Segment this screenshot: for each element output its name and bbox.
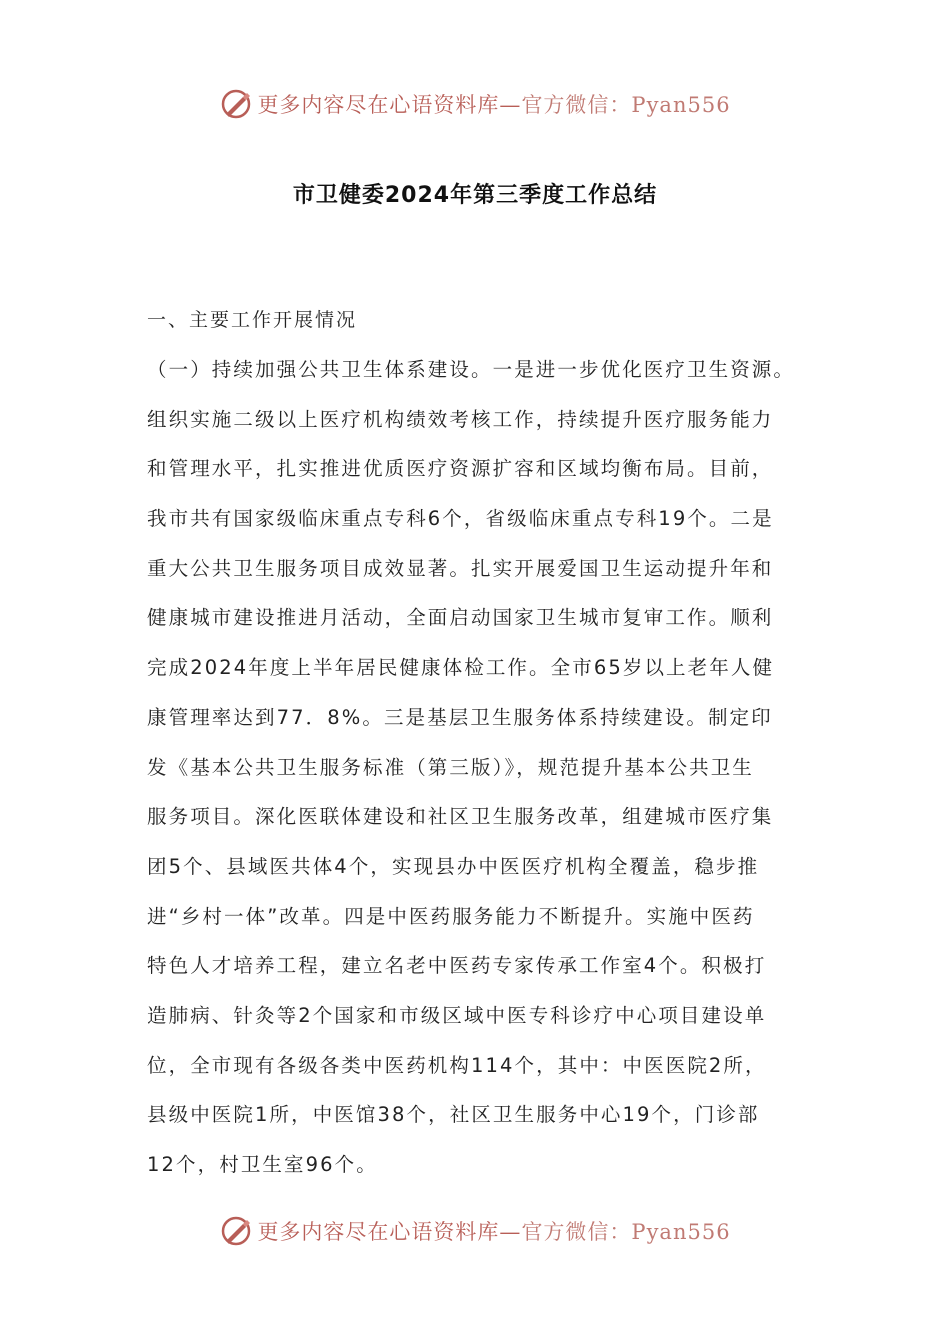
banner-text: 更多内容尽在心语资料库—官方微信：Pyan556 (257, 1220, 731, 1244)
paragraph-line: 特色人才培养工程，建立名老中医药专家传承工作室4个。积极打 (147, 954, 767, 978)
paragraph-line: 进“乡村一体”改革。四是中医药服务能力不断提升。实施中医药 (147, 904, 755, 928)
header-banner (0, 84, 950, 124)
paragraph-line: 完成2024年度上半年居民健康体检工作。全市65岁以上老年人健 (147, 656, 775, 680)
body-paragraph (147, 345, 847, 1190)
banner-wechat: 官方微信：Pyan556 (521, 1220, 731, 1244)
section-heading: 一、主要工作开展情况 (147, 309, 358, 331)
paragraph-line: 我市共有国家级临床重点专科6个，省级临床重点专科19个。二是 (147, 507, 774, 531)
footer-banner (0, 1211, 950, 1251)
banner-wechat: 官方微信：Pyan556 (521, 93, 731, 117)
page-title: 市卫健委2024年第三季度工作总结 (292, 183, 658, 208)
paragraph-line: 服务项目。深化医联体建设和社区卫生服务改革，组建城市医疗集 (147, 805, 774, 829)
paragraph-line: 位，全市现有各级各类中医药机构114个，其中：中医医院2所， (147, 1053, 767, 1077)
paragraph-line: 组织实施二级以上医疗机构绩效考核工作，持续提升医疗服务能力 (147, 407, 774, 431)
pen-logo-icon (219, 1214, 253, 1248)
paragraph-line: 造肺病、针灸等2个国家和市级区域中医专科诊疗中心项目建设单 (147, 1003, 767, 1027)
paragraph-line: 县级中医院1所，中医馆38个，社区卫生服务中心19个，门诊部 (147, 1103, 760, 1127)
pen-logo-icon (219, 87, 253, 121)
paragraph-line: 12个，村卫生室96个。 (147, 1153, 378, 1176)
paragraph-line: 康管理率达到77．8%。三是基层卫生服务体系持续建设。制定印 (147, 705, 773, 729)
paragraph-line: 健康城市建设推进月活动，全面启动国家卫生城市复审工作。顺利 (147, 606, 774, 630)
paragraph-line: 重大公共卫生服务项目成效显著。扎实开展爱国卫生运动提升年和 (147, 556, 774, 580)
banner-text: 更多内容尽在心语资料库—官方微信：Pyan556 (257, 93, 731, 117)
paragraph-line: 和管理水平，扎实推进优质医疗资源扩容和区域均衡布局。目前， (147, 457, 774, 481)
paragraph-line: 发《基本公共卫生服务标准（第三版）》，规范提升基本公共卫生 (147, 755, 754, 779)
paragraph-line: （一）持续加强公共卫生体系建设。一是进一步优化医疗卫生资源。 (147, 358, 796, 381)
paragraph-line: 团5个、县域医共体4个，实现县办中医医疗机构全覆盖，稳步推 (147, 854, 760, 878)
